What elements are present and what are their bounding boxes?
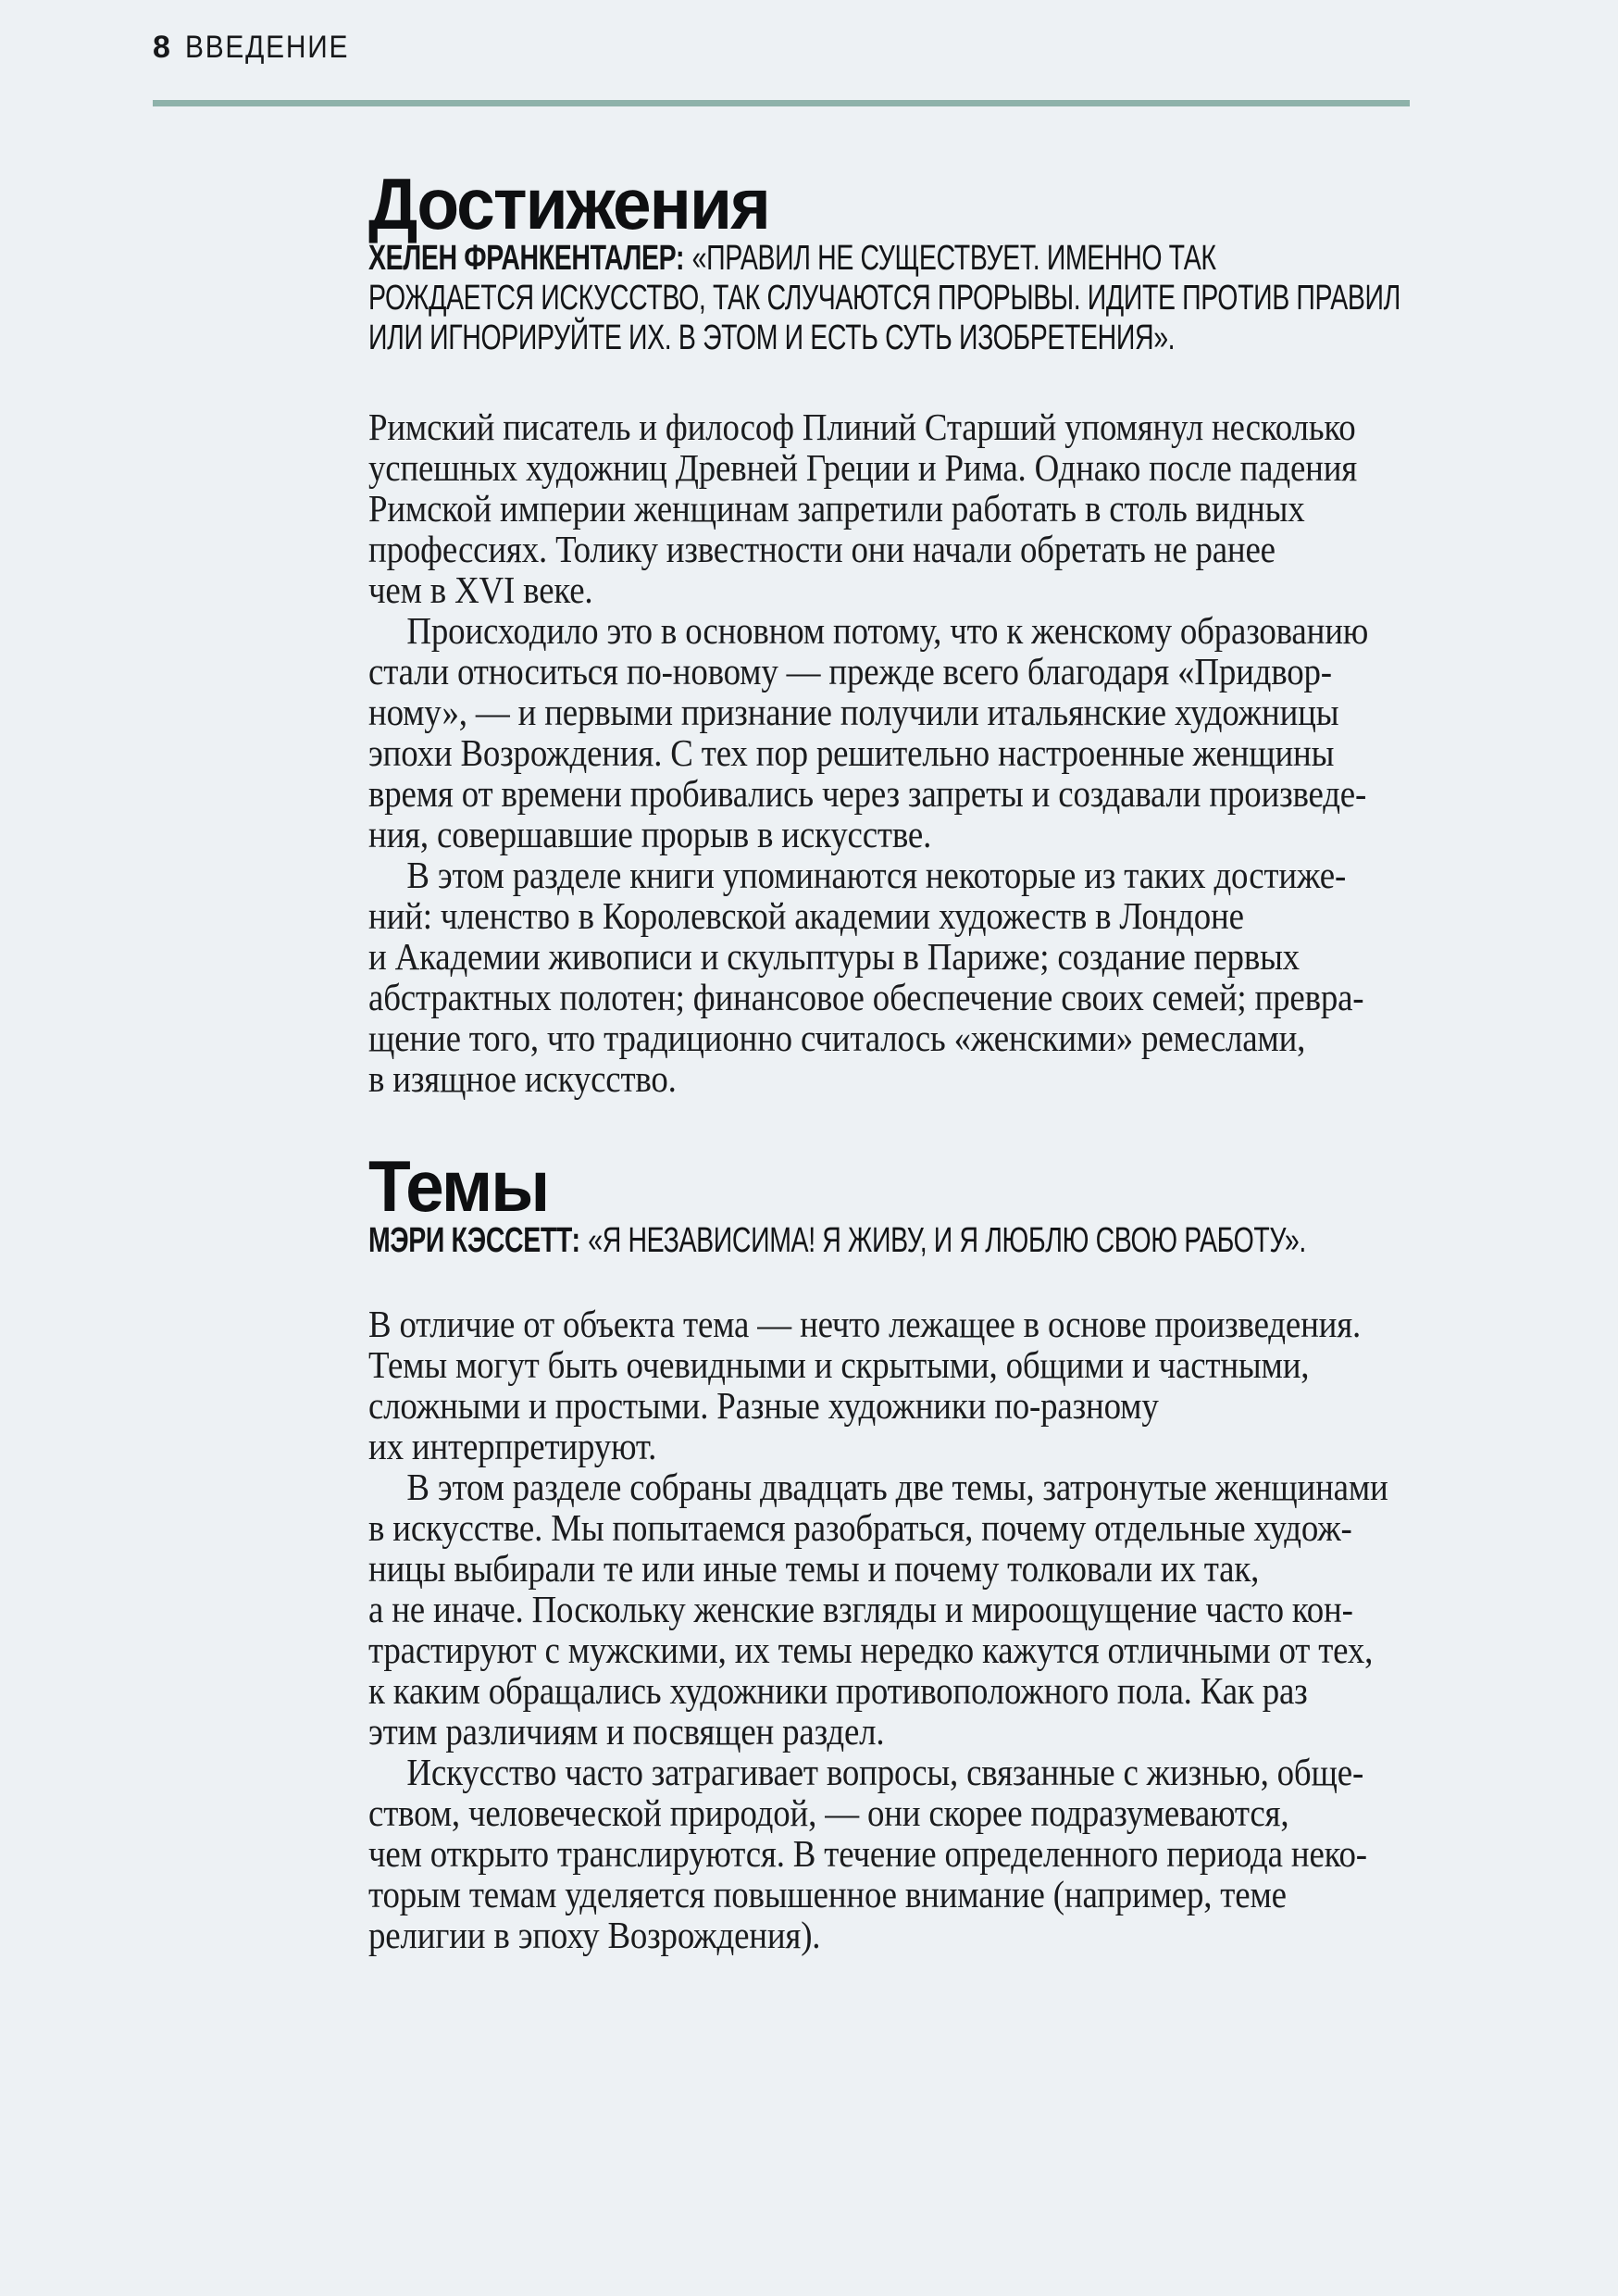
quote-attribution: ХЕЛЕН ФРАНКЕНТАЛЕР:	[368, 239, 685, 278]
text-line: время от времени пробивались через запреты и создавали произведе-	[368, 772, 1367, 815]
quote-text: ИЛИ ИГНОРИРУЙТЕ ИХ. В ЭТОМ И ЕСТЬ СУТЬ ИЗОБРЕТЕНИЯ».	[368, 318, 1176, 357]
text-line: религии в эпоху Возрождения).	[368, 1914, 821, 1956]
text-line: чем открыто транслируются. В течение определенного периода неко-	[368, 1832, 1367, 1875]
text-line: их интерпретируют.	[368, 1425, 657, 1467]
epigraph-frankenthaler	[368, 239, 1433, 358]
body-paragraph	[368, 1304, 1433, 1466]
text-line: сложными и простыми. Разные художники по-разному	[368, 1384, 1159, 1427]
text-line: ному», — и первыми признание получили итальянские художницы	[368, 691, 1339, 733]
text-line: в искусстве. Мы попытаемся разобраться, почему отдельные худож-	[368, 1506, 1352, 1549]
body-paragraph	[368, 1752, 1433, 1955]
body-paragraph	[368, 406, 1433, 610]
text-line: ницы выбирали те или иные темы и почему толковали их так,	[368, 1547, 1260, 1590]
quote-line	[368, 239, 1433, 279]
section-body	[368, 1304, 1433, 1955]
text-line: ством, человеческой природой, — они скорее подразумеваются,	[368, 1791, 1289, 1834]
text-line: В отличие от объекта тема — нечто лежащее в основе произведения.	[368, 1303, 1362, 1345]
text-line: и Академии живописи и скульптуры в Париже; создание первых	[368, 935, 1300, 978]
section-title-themes: Темы	[368, 1145, 549, 1227]
quote-text: «ПРАВИЛ НЕ СУЩЕСТВУЕТ. ИМЕННО ТАК	[691, 239, 1216, 278]
text-line: трастируют с мужскими, их темы нередко кажутся отличными от тех,	[368, 1628, 1374, 1671]
text-line: Темы могут быть очевидными и скрытыми, общими и частными,	[368, 1343, 1310, 1386]
text-line: торым темам уделяется повышенное внимание (например, теме	[368, 1873, 1287, 1915]
text-line: чем в XVI веке.	[368, 568, 593, 611]
text-line: щение того, что традиционно считалось «женскими» ремеслами,	[368, 1017, 1306, 1059]
quote-attribution: МЭРИ КЭССЕТТ:	[368, 1221, 580, 1260]
text-line: стали относиться по-новому — прежде всего благодаря «Придвор-	[368, 650, 1332, 693]
running-head	[153, 31, 371, 63]
text-line: ния, совершавшие прорыв в искусстве.	[368, 813, 932, 855]
quote-text: «Я НЕЗАВИСИМА! Я ЖИВУ, И Я ЛЮБЛЮ СВОЮ РАБОТУ».	[588, 1221, 1306, 1260]
text-line: Происходило это в основном потому, что к женскому образованию	[406, 609, 1369, 652]
section-themes	[368, 1145, 1433, 1956]
running-head-title: ВВЕДЕНИЕ	[184, 30, 350, 65]
text-line: Римской империи женщинам запретили работать в столь видных	[368, 487, 1305, 530]
body-paragraph	[368, 855, 1433, 1099]
section-achievements	[368, 163, 1433, 1100]
text-line: эпохи Возрождения. С тех пор решительно настроенные женщины	[368, 731, 1335, 774]
text-line: а не иначе. Поскольку женские взгляды и мироощущение часто кон-	[368, 1588, 1353, 1630]
text-line: ний: членство в Королевской академии художеств в Лондоне	[368, 894, 1244, 937]
quote-text: РОЖДАЕТСЯ ИСКУССТВО, ТАК СЛУЧАЮТСЯ ПРОРЫВЫ. ИДИТЕ ПРОТИВ ПРАВИЛ	[368, 279, 1400, 318]
text-line: абстрактных полотен; финансовое обеспечение своих семей; превра-	[368, 976, 1364, 1018]
body-paragraph	[368, 610, 1433, 855]
divider-rule	[153, 100, 1410, 106]
section-body	[368, 406, 1433, 1099]
text-line: Искусство часто затрагивает вопросы, связанные с жизнью, обще-	[406, 1751, 1364, 1793]
text-line: успешных художниц Древней Греции и Рима. Однако после падения	[368, 446, 1358, 489]
text-line: в изящное искусство.	[368, 1057, 677, 1100]
text-line: профессиях. Толику известности они начали обретать не ранее	[368, 528, 1276, 570]
text-line: этим различиям и посвящен раздел.	[368, 1710, 885, 1753]
text-line: Римский писатель и философ Плиний Старший упомянул несколько	[368, 406, 1356, 448]
text-line: В этом разделе собраны двадцать две темы, затронутые женщинами	[406, 1466, 1388, 1508]
body-paragraph	[368, 1466, 1433, 1752]
section-title-achievements: Достижения	[368, 163, 769, 244]
text-line: к каким обращались художники противоположного пола. Как раз	[368, 1669, 1308, 1712]
epigraph-cassatt	[368, 1221, 1433, 1261]
text-line: В этом разделе книги упоминаются некоторые из таких достиже-	[406, 854, 1347, 896]
page-number: 8	[153, 30, 170, 65]
quote-line	[368, 1221, 1433, 1261]
